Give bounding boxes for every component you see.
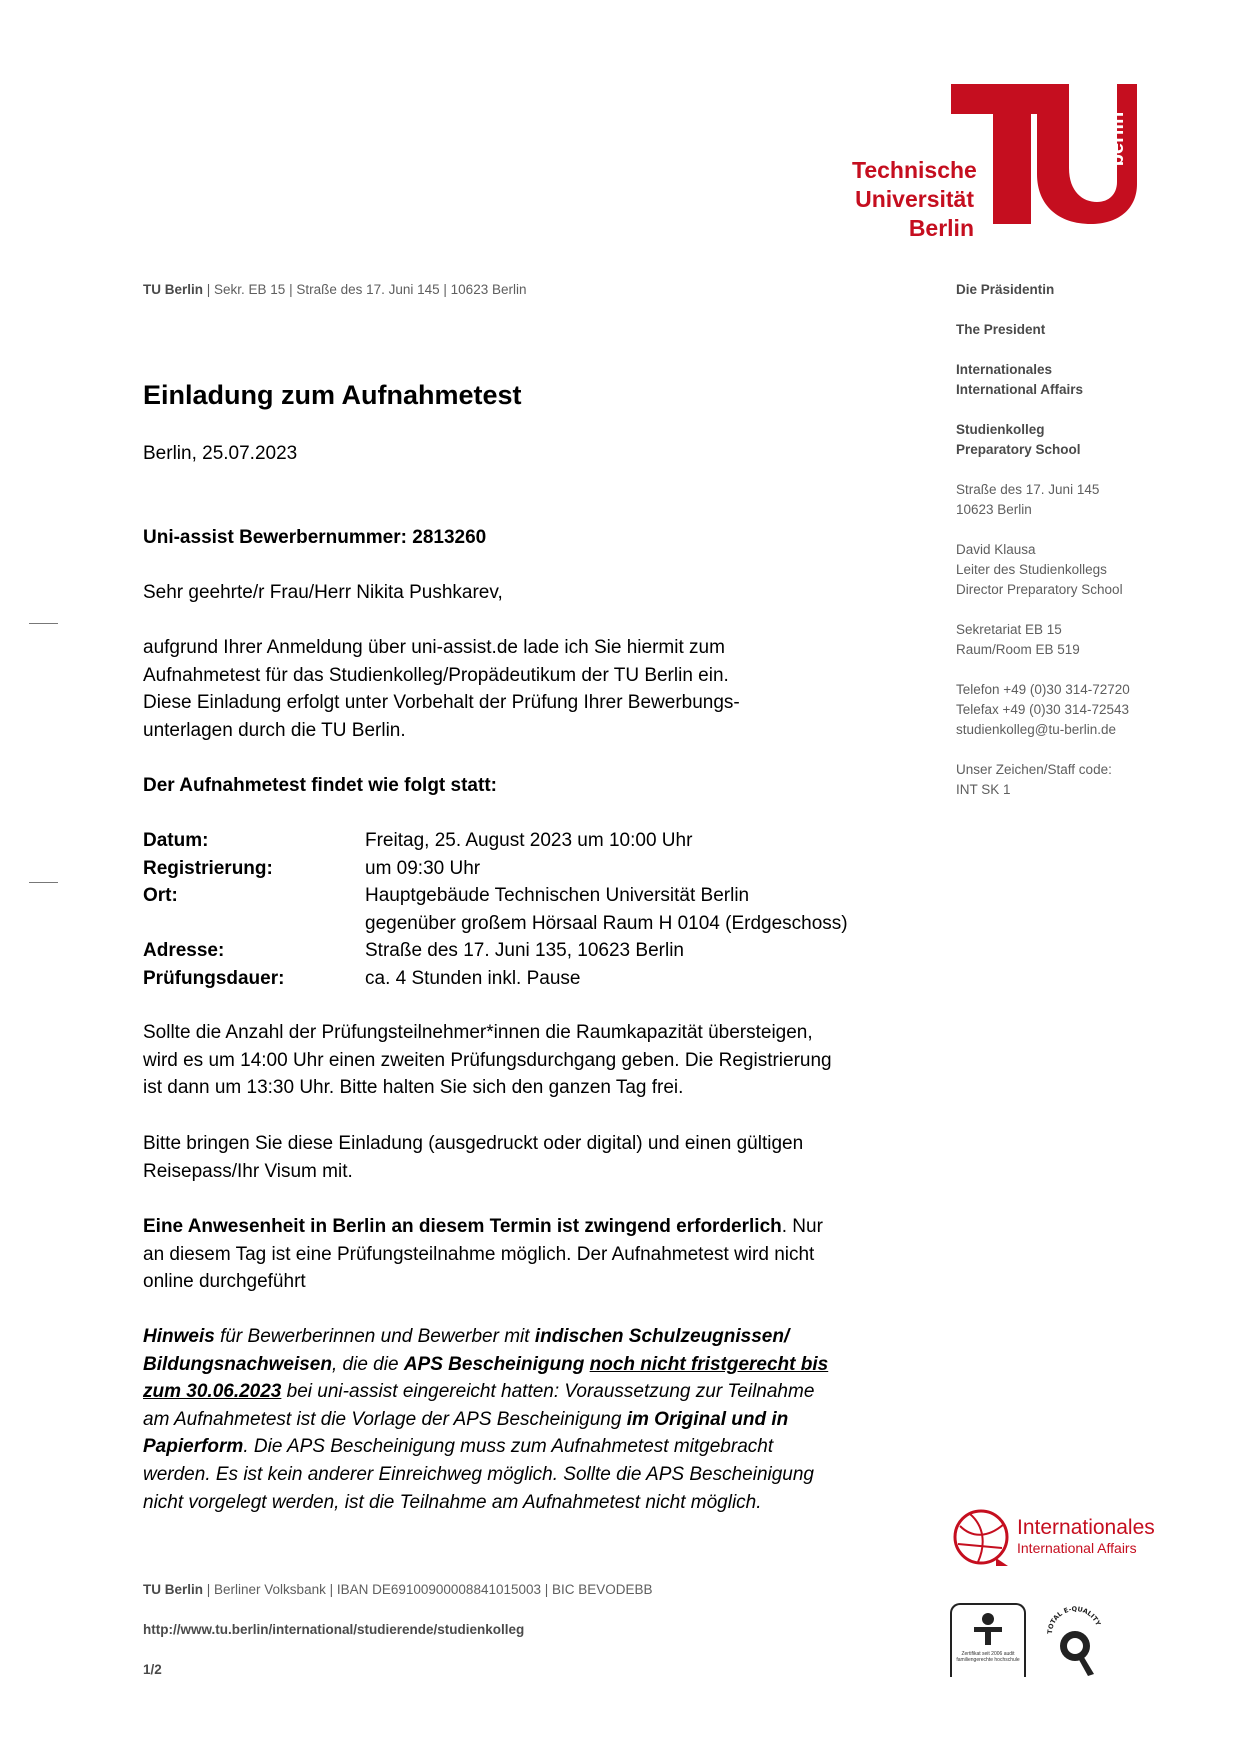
para-line: Eine Anwesenheit in Berlin an diesem Termin ist zwingend erforderlich. Nur	[143, 1216, 823, 1237]
attendance-paragraph	[143, 1213, 923, 1296]
detail-row-date	[143, 827, 925, 855]
detail-row-address	[143, 937, 925, 965]
test-heading: Der Aufnahmetest findet wie folgt statt:	[143, 775, 497, 796]
room: Raum/Room EB 519	[956, 642, 1080, 657]
para-line: Papierform. Die APS Bescheinigung muss zum Aufnahmetest mitgebracht	[143, 1436, 774, 1458]
detail-value: um 09:30 Uhr	[365, 857, 481, 879]
letter-date: Berlin, 25.07.2023	[143, 443, 298, 464]
logo-side-text: berlin	[1106, 111, 1128, 167]
test-details	[143, 827, 925, 993]
documents-paragraph	[143, 1130, 923, 1185]
sender-address-line	[143, 282, 526, 297]
intl-line-1: Internationales	[1017, 1516, 1155, 1539]
logo-line-3: Berlin	[908, 215, 974, 241]
para-line: am Aufnahmetest ist die Vorlage der APS Bescheinigung im Original und in	[143, 1408, 789, 1430]
attendance-bold: Eine Anwesenheit in Berlin an diesem Termin ist zwingend erforderlich	[143, 1216, 782, 1237]
detail-value: gegenüber großem Hörsaal Raum H 0104 (Erdgeschoss)	[365, 912, 848, 934]
detail-label: Registrierung:	[143, 857, 273, 879]
page-number: 1/2	[143, 1662, 162, 1677]
fold-mark-1	[29, 623, 58, 624]
reference-value: INT SK 1	[956, 782, 1011, 797]
sender-address: | Sekr. EB 15 | Straße des 17. Juni 145 | 10623 Berlin	[203, 282, 527, 297]
detail-label: Adresse:	[143, 940, 225, 962]
fax: Telefax +49 (0)30 314-72543	[956, 702, 1130, 717]
dept-en: International Affairs	[956, 382, 1084, 397]
globe-icon	[952, 1508, 1010, 1566]
detail-value: Straße des 17. Juni 135, 10623 Berlin	[365, 940, 684, 962]
family-audit-figure-icon	[952, 1605, 1024, 1649]
detail-value: Hauptgebäude Technischen Universität Berlin	[365, 885, 750, 907]
para-line: Reisepass/Ihr Visum mit.	[143, 1160, 353, 1182]
detail-row-place-2	[143, 910, 925, 938]
intro-paragraph	[143, 634, 923, 744]
para-line: werden. Es ist kein anderer Einreichweg möglich. Sollte die APS Bescheinigung	[143, 1463, 814, 1485]
intro-line: aufgrund Ihrer Anmeldung über uni-assist.de lade ich Sie hiermit zum	[143, 637, 725, 658]
sidebar-city: 10623 Berlin	[956, 502, 1032, 517]
para-line: Hinweis für Bewerberinnen und Bewerber mit indischen Schulzeugnissen/	[143, 1326, 790, 1347]
logo-line-1: Technische	[852, 157, 977, 183]
para-line: Bildungsnachweisen, die die APS Bescheinigung noch nicht fristgerecht bis	[143, 1353, 829, 1375]
email: studienkolleg@tu-berlin.de	[956, 722, 1117, 737]
detail-value: ca. 4 Stunden inkl. Pause	[365, 967, 581, 989]
detail-row-place	[143, 882, 925, 910]
sender-org: TU Berlin	[143, 282, 204, 297]
bank-details: | Berliner Volksbank | IBAN DE69100900008841015003 | BIC BEVODEBB	[203, 1582, 653, 1597]
footer-url-link[interactable]: http://www.tu.berlin/international/studierende/studienkolleg	[143, 1622, 525, 1637]
president-en: The President	[956, 322, 1046, 337]
para-line: nicht vorgelegt werden, ist die Teilnahme am Aufnahmetest nicht möglich.	[143, 1491, 762, 1513]
reference-label: Unser Zeichen/Staff code:	[956, 762, 1112, 777]
detail-row-duration	[143, 965, 925, 993]
total-equality-icon	[1044, 1600, 1106, 1682]
tu-berlin-logo-icon	[951, 84, 1137, 224]
logo-line-2: Universität	[855, 186, 974, 212]
total-equality-text: TOTAL E-QUALITY	[1045, 1604, 1103, 1635]
detail-label: Datum:	[143, 830, 209, 851]
applicant-number: Uni-assist Bewerbernummer: 2813260	[143, 527, 487, 548]
detail-value: Freitag, 25. August 2023 um 10:00 Uhr	[365, 830, 693, 851]
para-line: ist dann um 13:30 Uhr. Bitte halten Sie sich den ganzen Tag frei.	[143, 1077, 684, 1099]
contact-title-de: Leiter des Studienkollegs	[956, 562, 1107, 577]
president-de: Die Präsidentin	[956, 282, 1055, 297]
detail-label: Ort:	[143, 885, 178, 907]
sidebar-street: Straße des 17. Juni 145	[956, 482, 1100, 497]
detail-label: Prüfungsdauer:	[143, 967, 285, 989]
svg-text:TOTAL E-QUALITY	[1046, 1605, 1102, 1634]
bank-org: TU Berlin	[143, 1582, 204, 1597]
letter-title: Einladung zum Aufnahmetest	[143, 380, 522, 410]
aps-hint-paragraph	[143, 1323, 923, 1516]
para-line: online durchgeführt	[143, 1271, 306, 1293]
para-line: wird es um 14:00 Uhr einen zweiten Prüfungsdurchgang geben. Die Registrierung	[143, 1049, 832, 1071]
second-session-paragraph	[143, 1019, 923, 1102]
letterhead-sidebar	[956, 280, 1216, 820]
contact-name: David Klausa	[956, 542, 1036, 557]
para-line: Sollte die Anzahl der Prüfungsteilnehmer*innen die Raumkapazität übersteigen,	[143, 1022, 813, 1043]
para-line: zum 30.06.2023 bei uni-assist eingereicht hatten: Voraussetzung zur Teilnahme	[143, 1381, 815, 1403]
intro-line: Aufnahmetest für das Studienkolleg/Propädeutikum der TU Berlin ein.	[143, 664, 729, 686]
para-line: Bitte bringen Sie diese Einladung (ausgedruckt oder digital) und einen gültigen	[143, 1133, 804, 1154]
intl-line-2: International Affairs	[1017, 1540, 1137, 1556]
contact-title-en: Director Preparatory School	[956, 582, 1123, 597]
detail-row-registration	[143, 855, 925, 883]
para-line: an diesem Tag ist eine Prüfungsteilnahme möglich. Der Aufnahmetest wird nicht	[143, 1243, 815, 1265]
dept-de: Internationales	[956, 362, 1053, 377]
family-audit-text: Zertifikat seit 2006 audit familiengerechte hochschule	[956, 1651, 1020, 1663]
school-de: Studienkolleg	[956, 422, 1045, 437]
intl-affairs-wordmark	[1017, 1516, 1155, 1556]
phone: Telefon +49 (0)30 314-72720	[956, 682, 1130, 697]
intro-line: unterlagen durch die TU Berlin.	[143, 719, 406, 741]
family-audit-icon	[950, 1603, 1026, 1677]
salutation: Sehr geehrte/r Frau/Herr Nikita Pushkarev,	[143, 582, 503, 603]
school-en: Preparatory School	[956, 442, 1081, 457]
office: Sekretariat EB 15	[956, 622, 1062, 637]
intro-line: Diese Einladung erfolgt unter Vorbehalt der Prüfung Ihrer Bewerbungs-	[143, 692, 740, 714]
fold-mark-2	[29, 882, 58, 883]
bank-details-line	[143, 1582, 653, 1597]
